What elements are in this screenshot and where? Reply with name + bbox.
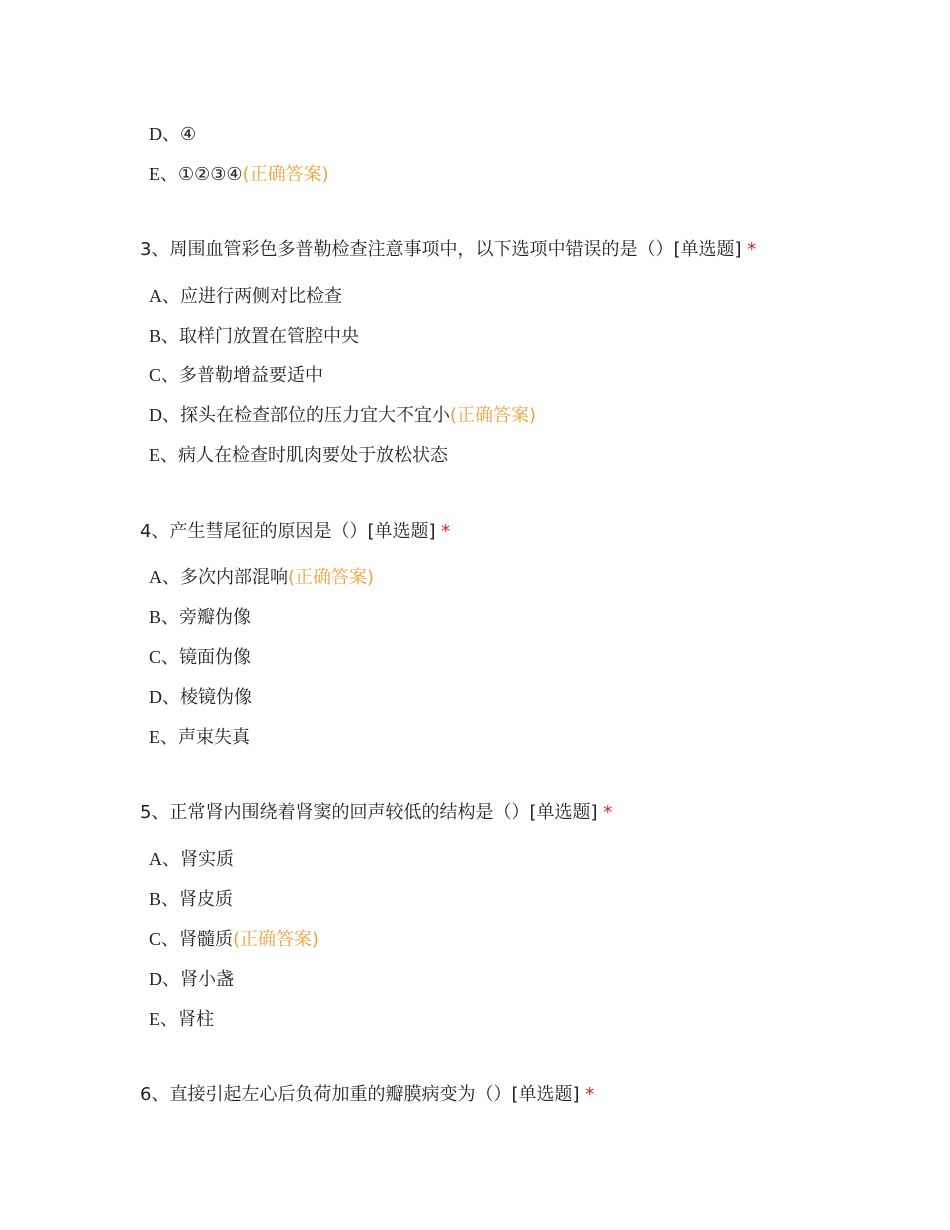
option-label: D、: [149, 124, 180, 144]
option-label: B、: [149, 607, 180, 627]
question-type: [单选题]: [367, 521, 436, 542]
option-label: D、: [149, 969, 180, 989]
question-title: [140, 1083, 594, 1107]
option-text: ①②③④: [178, 164, 243, 185]
question-title: [140, 801, 612, 825]
question-title: [140, 238, 756, 262]
option-text: 声束失真: [178, 727, 250, 748]
option-label: E、: [149, 164, 178, 184]
option-label: A、: [149, 567, 180, 587]
question-text: 3、周围血管彩色多普勒检查注意事项中，以下选项中错误的是（）: [140, 239, 674, 260]
option-row: [149, 685, 252, 710]
option-label: D、: [149, 405, 180, 425]
option-row: [149, 122, 196, 147]
option-text: 肾柱: [178, 1009, 214, 1030]
option-label: A、: [149, 849, 180, 869]
option-label: E、: [149, 727, 178, 747]
option-label: D、: [149, 687, 180, 707]
option-row: [149, 284, 342, 309]
option-text: 肾实质: [180, 849, 234, 870]
question-text: 6、直接引起左心后负荷加重的瓣膜病变为（）: [140, 1084, 512, 1105]
option-label: C、: [149, 929, 180, 949]
option-text: 探头在检查部位的压力宜大不宜小: [180, 405, 450, 426]
option-row: [149, 443, 448, 468]
question-text: 4、产生彗尾征的原因是（）: [140, 521, 368, 542]
correct-answer-tag: (正确答案): [233, 929, 320, 950]
option-text: ④: [180, 124, 197, 145]
option-text: 取样门放置在管腔中央: [179, 326, 360, 347]
required-marker: *: [747, 239, 757, 260]
required-marker: *: [441, 521, 451, 542]
question-title: [140, 520, 450, 544]
question-type: [单选题]: [673, 239, 742, 260]
option-label: E、: [149, 445, 178, 465]
option-text: 多普勒增益要适中: [179, 365, 324, 386]
option-row: [149, 847, 234, 872]
option-row: [149, 967, 234, 992]
option-text: 棱镜伪像: [180, 687, 252, 708]
correct-answer-tag: (正确答案): [450, 405, 537, 426]
option-label: E、: [149, 1009, 178, 1029]
option-text: 肾皮质: [179, 889, 234, 910]
option-row: [149, 645, 251, 670]
option-label: C、: [149, 647, 180, 667]
question-text: 5、正常肾内围绕着肾窦的回声较低的结构是（）: [140, 802, 530, 823]
option-label: B、: [149, 889, 180, 909]
option-row: [149, 324, 359, 349]
option-row: [149, 162, 329, 187]
question-type: [单选题]: [511, 1084, 580, 1105]
option-row: [149, 1007, 214, 1032]
option-label: A、: [149, 286, 180, 306]
option-text: 镜面伪像: [179, 647, 252, 668]
option-text: 肾小盏: [180, 969, 234, 990]
option-label: B、: [149, 326, 180, 346]
correct-answer-tag: (正确答案): [288, 567, 375, 588]
option-text: 应进行两侧对比检查: [180, 286, 342, 307]
option-row: [149, 363, 323, 388]
option-label: C、: [149, 365, 180, 385]
required-marker: *: [585, 1084, 595, 1105]
option-text: 多次内部混响: [180, 567, 288, 588]
question-type: [单选题]: [529, 802, 598, 823]
option-row: [149, 565, 374, 590]
option-text: 肾髓质: [179, 929, 234, 950]
option-text: 旁瓣伪像: [179, 607, 252, 628]
option-row: [149, 403, 536, 428]
option-row: [149, 887, 233, 912]
option-row: [149, 605, 251, 630]
correct-answer-tag: (正确答案): [242, 164, 329, 185]
option-text: 病人在检查时肌肉要处于放松状态: [178, 445, 448, 466]
option-row: [149, 927, 319, 952]
option-row: [149, 725, 250, 750]
required-marker: *: [603, 802, 613, 823]
